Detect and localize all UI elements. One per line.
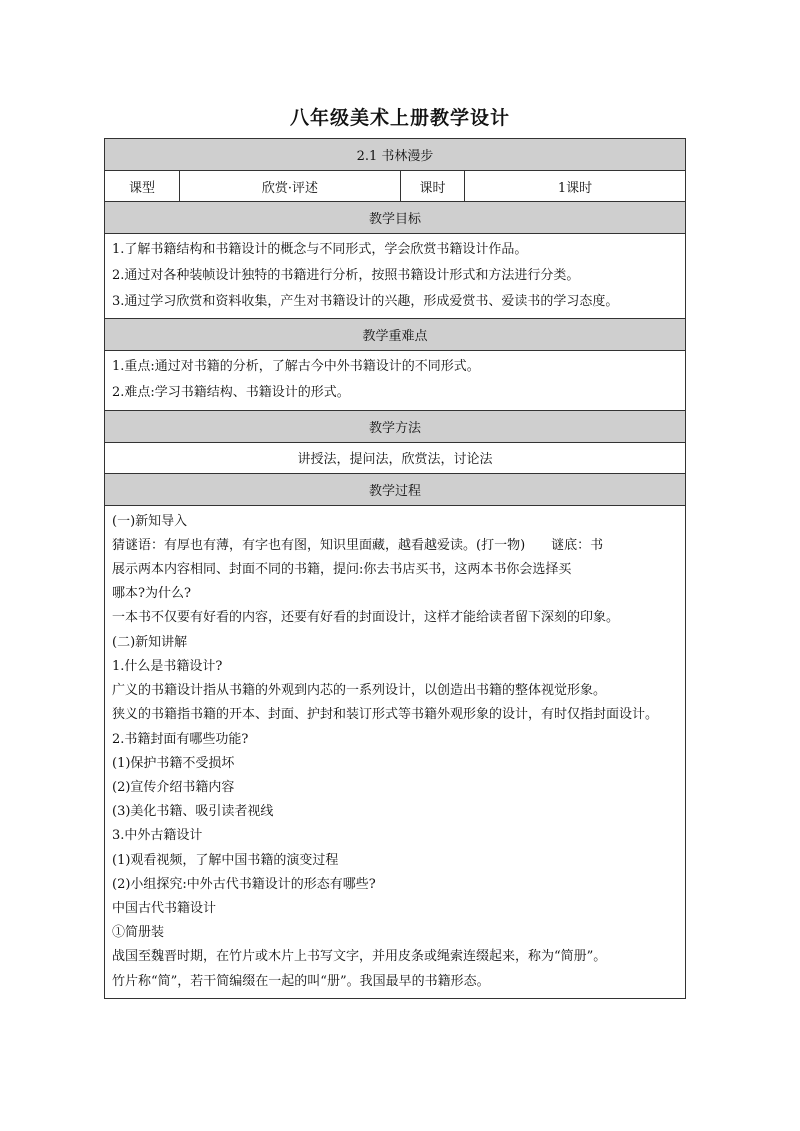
process-header: 教学过程 [105,473,686,505]
objective-item: 3.通过学习欣赏和资料收集，产生对书籍设计的兴趣，形成爱赏书、爱读书的学习态度。 [112,293,619,309]
process-line: ①简册装 [112,925,165,941]
process-line: 竹片称“简”，若干简编缀在一起的叫“册”。我国最早的书籍形态。 [112,973,490,989]
process-line: 猜谜语：有厚也有薄，有字也有图，知识里面藏，越看越爱读。(打一物) 谜底：书 [112,537,604,553]
key-point-item: 1.重点:通过对书籍的分析，了解古今中外书籍设计的不同形式。 [112,359,480,375]
process-content [105,505,686,998]
process-line: 2.书籍封面有哪些功能? [112,731,249,747]
process-line: 战国至魏晋时期，在竹片或木片上书写文字，并用皮条或绳索连缀起来，称为“简册”。 [112,949,607,965]
objectives-header: 教学目标 [105,202,686,234]
key-points-content [105,350,686,410]
process-line: 狭义的书籍指书籍的开本、封面、护封和装订形式等书籍外观形象的设计，有时仅指封面设计。 [112,707,659,723]
lesson-type-label: 课型 [105,171,180,202]
objective-item: 1.了解书籍结构和书籍设计的概念与不同形式，学会欣赏书籍设计作品。 [112,242,528,257]
lesson-hours-label: 课时 [401,171,465,202]
lesson-title-header: 2.1 书林漫步 [105,139,686,171]
process-line: (2)宣传介绍书籍内容 [112,779,235,795]
process-line: (3)美化书籍、吸引读者视线 [112,804,274,820]
process-line: 一本书不仅要有好看的内容，还要有好看的封面设计，这样才能给读者留下深刻的印象。 [112,610,620,626]
objectives-content [105,234,686,319]
methods-header: 教学方法 [105,410,686,442]
process-line: (1)保护书籍不受损坏 [112,755,235,771]
process-line: 哪本?为什么? [112,586,191,602]
process-line: (二)新知讲解 [112,634,188,650]
lesson-hours-value: 1课时 [465,171,686,202]
process-line: 广义的书籍设计指从书籍的外观到内芯的一系列设计，以创造出书籍的整体视觉形象。 [112,683,607,699]
process-line: 中国古代书籍设计 [112,900,217,916]
process-line: (一)新知导入 [112,513,188,529]
process-line: 3.中外古籍设计 [112,828,203,844]
process-line: 展示两本内容相同、封面不同的书籍，提问:你去书店买书，这两本书你会选择买 [112,562,572,578]
lesson-plan-table [104,138,686,999]
key-points-header: 教学重难点 [105,318,686,350]
lesson-type-value: 欣赏·评述 [180,171,401,202]
process-line: 1.什么是书籍设计? [112,658,223,674]
key-point-item: 2.难点:学习书籍结构、书籍设计的形式。 [112,385,350,401]
methods-content: 讲授法，提问法，欣赏法，讨论法 [105,442,686,473]
process-line: (2)小组探究:中外古代书籍设计的形态有哪些? [112,876,376,892]
objective-item: 2.通过对各种装帧设计独特的书籍进行分析，按照书籍设计形式和方法进行分类。 [112,267,580,283]
process-line: (1)观看视频，了解中国书籍的演变过程 [112,852,339,868]
document-title: 八年级美术上册教学设计 [289,107,510,129]
